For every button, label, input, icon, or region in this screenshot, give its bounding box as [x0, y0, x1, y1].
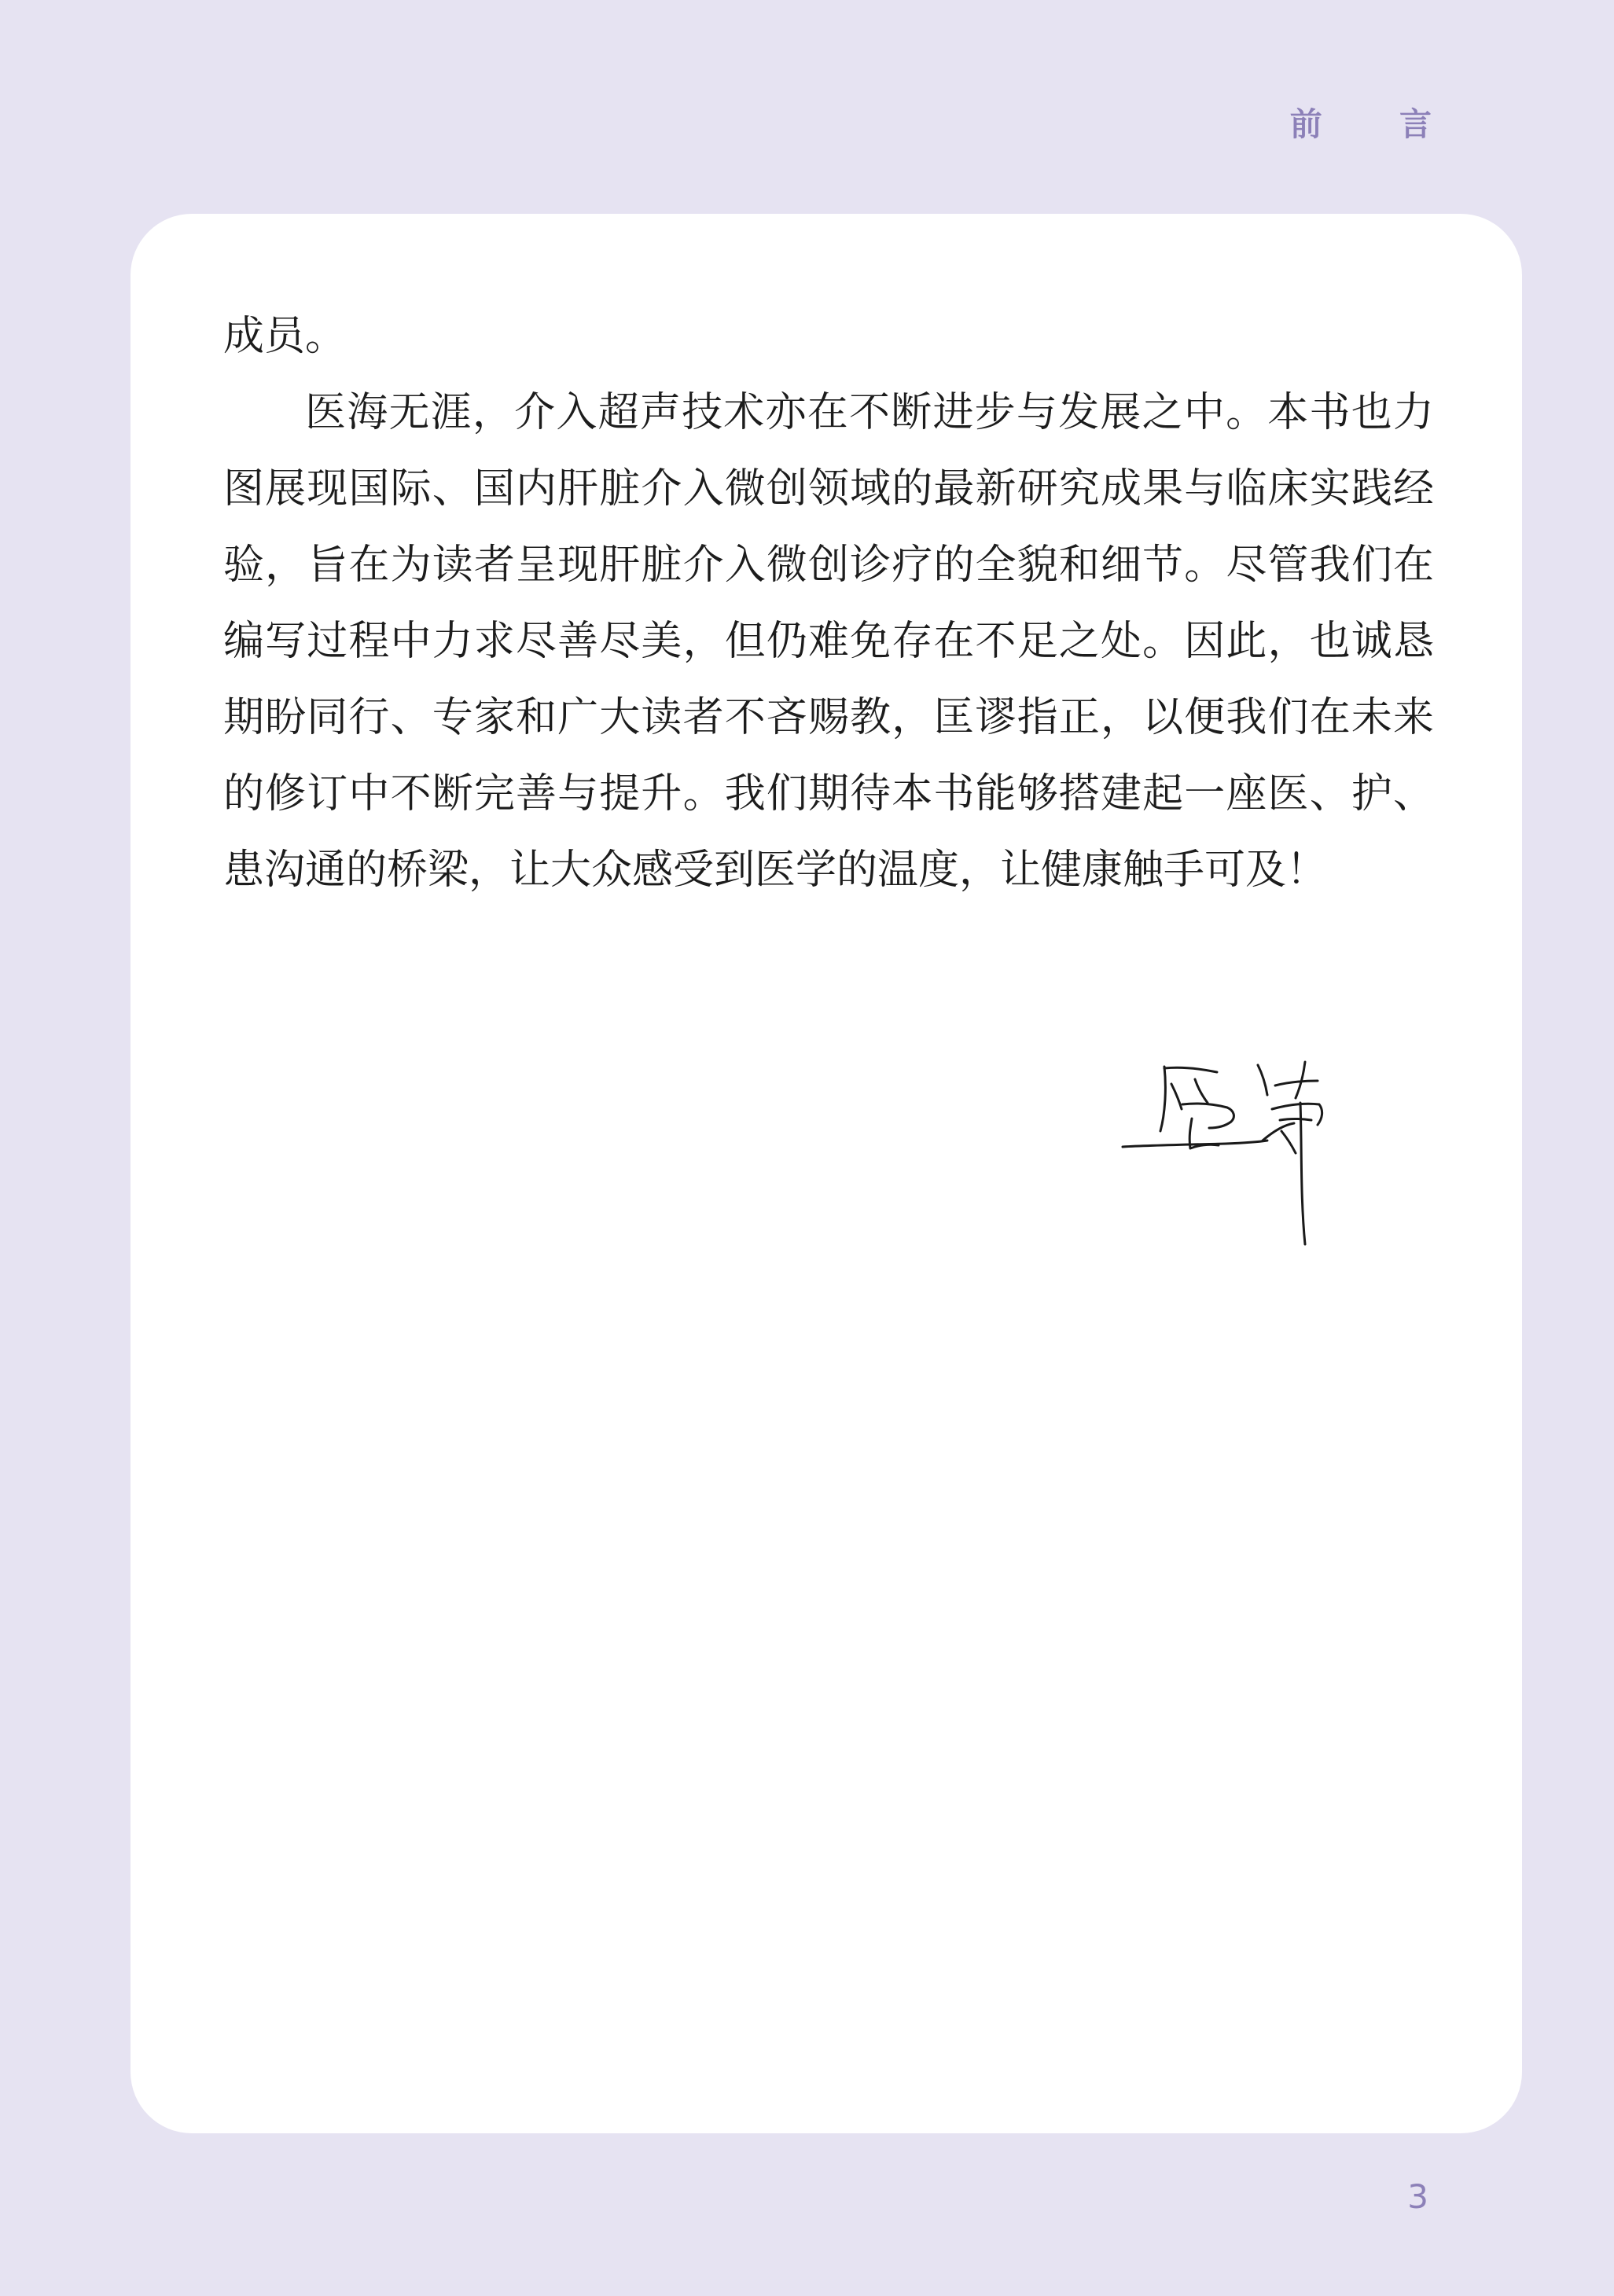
preface-paragraph: 医海无涯，介入超声技术亦在不断进步与发展之中。本书也力图展现国际、国内肝脏介入微创领域的最新研究成果与临床实践经验，旨在为读者呈现肝脏介入微创诊疗的全貌和细节。尽管我们在编写过程中力求尽善尽美，但仍难免存在不足之处。因此，也诚恳期盼同行、专家和广大读者不吝赐教，匡谬指正，以便我们在未来的修订中不断完善与提升。我们期待本书能够搭建起一座医、护、患沟通的桥梁，让大众感受到医学的温度，让健康触手可及！ — [223, 389, 1434, 894]
signature-stroke — [1300, 1103, 1305, 1244]
signature-stroke — [1164, 1067, 1217, 1072]
preface-text — [223, 299, 1434, 909]
signature-drawing — [1120, 1059, 1387, 1263]
continuation-line: 成员。 — [223, 313, 347, 360]
signature-stroke — [1160, 1067, 1165, 1131]
signature-stroke — [1280, 1119, 1311, 1121]
signature-stroke — [1272, 1104, 1322, 1125]
running-header-title: 前 言 — [1289, 105, 1465, 143]
page-number: 3 — [1407, 2177, 1428, 2216]
content-panel — [131, 214, 1522, 2133]
signature-stroke — [1281, 1131, 1296, 1153]
signature-stroke — [1275, 1081, 1318, 1086]
signature-stroke — [1263, 1123, 1294, 1141]
author-signature — [1120, 1059, 1387, 1263]
signature-stroke — [1258, 1065, 1267, 1095]
signature-stroke — [1171, 1084, 1182, 1109]
signature-stroke — [1195, 1079, 1208, 1103]
signature-stroke — [1296, 1062, 1305, 1098]
